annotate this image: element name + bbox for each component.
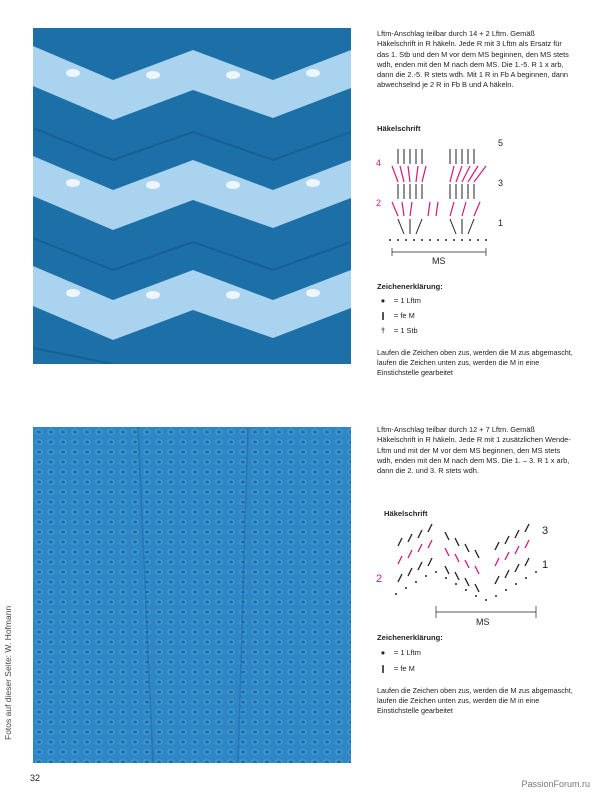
crochet-chart-1	[370, 134, 520, 269]
row-label-1b: 1	[542, 559, 549, 571]
dot-icon: ●	[380, 296, 386, 305]
chart-title-1: Häkelschrift	[377, 124, 421, 133]
row-label-4: 4	[376, 158, 382, 168]
repeat-label-2: MS	[476, 617, 490, 627]
chart-note-1: Laufen die Zeichen oben zus, werden die M zus abgemascht, laufen die Zeichen unten zus, werden die M in eine Einstichstelle gearbeitet	[377, 348, 573, 377]
legend-item-double-crochet	[378, 326, 418, 335]
crochet-chart-2	[370, 520, 560, 630]
row-label-3: 3	[498, 178, 504, 188]
legend-text: = fe M	[394, 311, 415, 320]
legend-text: = 1 Lftm	[394, 296, 421, 305]
photo-credit: Fotos auf dieser Seite: W. Hofmann	[3, 605, 13, 740]
legend-title-1: Zeichenerklärung:	[377, 282, 443, 291]
instructions-text-1: Lftm-Anschlag teilbar durch 14 + 2 Lftm. Gemäß Häkelschrift in R häkeln. Jede R mit 3 Lftm als Ersatz für das 1. Stb und den M vor dem MS beginnen, den MS stets wdh, enden mit den M nach dem MS. Die 1.-5. R 1 x arb, dann die 2.-5. R stets wdh. Mit 1 R in Fb A beginnen, dann abwechselnd je 2 R in Fb B und A häkeln.	[377, 29, 569, 90]
legend-item-chain	[378, 296, 421, 305]
legend-item-slip-stitch-2	[378, 664, 415, 673]
chart-note-2: Laufen die Zeichen oben zus, werden die M zus abgemascht, laufen die Zeichen unten zus, werden die M in eine Einstichstelle gearbeitet	[377, 686, 573, 715]
legend-text: = 1 Lftm	[394, 648, 421, 657]
repeat-label-1: MS	[432, 256, 446, 266]
row-label-3b: 3	[542, 525, 549, 537]
row-label-2: 2	[376, 198, 382, 208]
legend-item-chain-2	[378, 648, 421, 657]
ripple-stitch-photo	[33, 28, 351, 364]
instructions-text-2: Lftm-Anschlag teilbar durch 12 + 7 Lftm. Gemäß Häkelschrift in R häkeln. Jede R mit 1 zusätzlichen Wende-Lftm und mit der M vor dem MS beginnen, den MS stets wdh, enden mit den M nach dem MS. Die 1. – 3. R 1 x arb, dann die 2. und 3. R stets wdh.	[377, 425, 571, 476]
dagger-icon: †	[380, 326, 386, 335]
legend-text: = 1 Stb	[394, 326, 418, 335]
row-label-2b: 2	[376, 573, 383, 585]
legend-text: = fe M	[394, 664, 415, 673]
bar-icon: ❙	[379, 311, 387, 320]
chart-title-2: Häkelschrift	[384, 509, 428, 518]
watermark: PassionForum.ru	[521, 779, 590, 789]
page-number: 32	[30, 773, 41, 783]
row-label-5: 5	[498, 138, 504, 148]
legend-title-2: Zeichenerklärung:	[377, 633, 443, 642]
bar-icon: ❙	[379, 664, 387, 673]
legend-item-slip-stitch	[378, 311, 415, 320]
dot-icon: ●	[380, 648, 386, 657]
textured-stitch-photo	[33, 427, 351, 763]
row-label-1: 1	[498, 218, 504, 228]
